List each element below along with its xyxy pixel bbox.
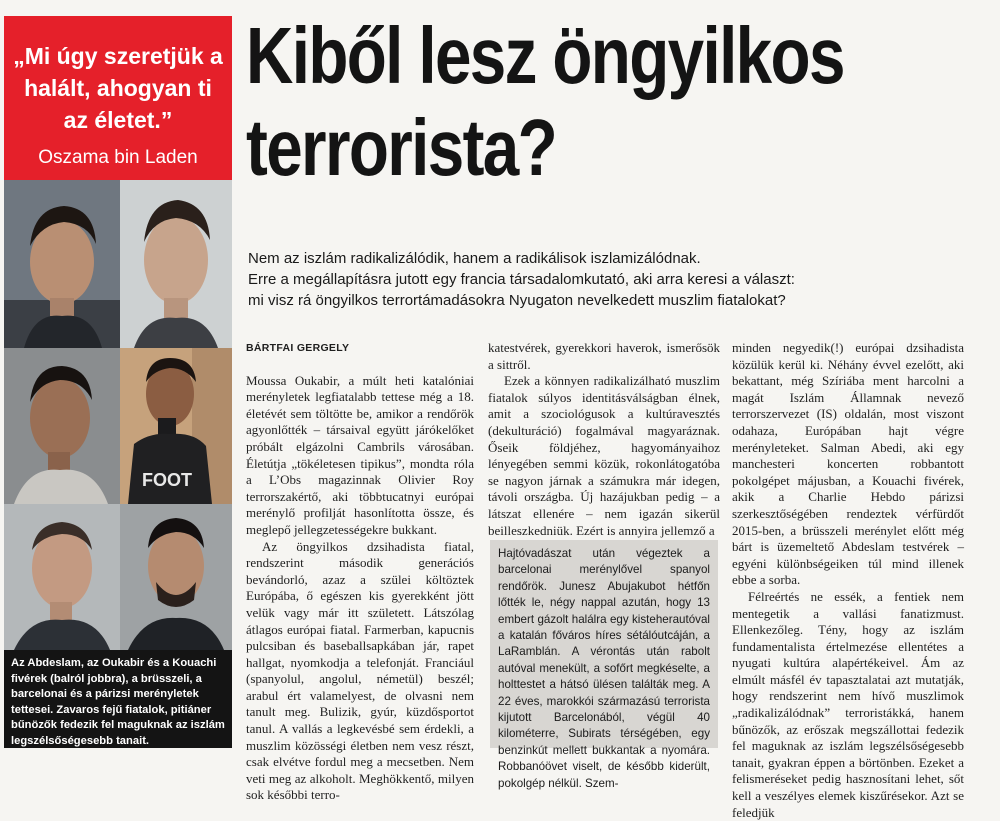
photo-grid: [4, 180, 232, 650]
article-column-1: [246, 340, 474, 803]
headline-line-2: terrorista?: [246, 103, 557, 192]
article-column-3: [732, 340, 964, 820]
article-paragraph: Ezek a könnyen radikalizálható muszlim fiatalok súlyos identitásválságban élnek, amit a szociológusok a kultúravesztés (dekulturáció) fogalmával magyaráznak. Őseik földjéhez, hagyományaihoz lényegében semmi közük, rokonlátogatóba se nagyon járnak a számukra már idegen, távoli országba. Új hazájukban pedig – a látszat ellenére – nem igazán sikerül beilleszkedniük. Ezért is annyira jellemző a: [488, 373, 720, 538]
article-paragraph: Az öngyilkos dzsihadista fiatal, rendszerint második generációs bevándorló, azaz a szülei költöztek Európába, ő egészen kis gyerekként jött velük vagy már itt született. Látszólag átlagos európai fiatal. Farmerban, kapucnis pulcsiban és baseballsapkában jár, rapet hallgat, nyomkodja a telefonját. Franciául (spanyolul, angolul, németül) beszél; arabul ért valamelyest, de olvasni nem tanult meg. Bulizik, gyúr, küzdősportot tanul. A vallás a legkevésbé sem érdekli, a muszlim közösségi életben nem vesz részt, csak elvétve fordul meg a mecsetben. Nem veti meg az alkoholt. Meghökkentő, milyen sok későbbi terro-: [246, 538, 474, 803]
article-paragraph: katestvérek, gyerekkori haverok, ismerősök a sittről.: [488, 340, 720, 372]
article-paragraph: Félreértés ne essék, a fentiek nem mentegetik a vallási fanatizmust. Ellenkezőleg. Tény, hogy az iszlám fundamentalista értelmezése ellentétes a nyugati kultúra alapértékeivel. Ám az elmúlt másfél év tapasztalatai azt mutatják, hogy rendszerint nem hívő muszlimok „radikalizálódnak” terroristákká, hanem bűnözők, az erőszak megszállottai fedezik fel maguknak az iszlám legszélsőségesebb tanait, gyakran éppen a börtönben. Ezeket a felismeréseket pedig hasznosítani lehet, sőt kell a veszélyes elemek kiszűrésekor. Azt se feledjük: [732, 588, 964, 820]
portrait-photo-2: [120, 180, 232, 348]
lead-line-2: Erre a megállapításra jutott egy francia társadalomkutató, aki arra keresi a választ:: [248, 271, 795, 288]
quote-author: Oszama bin Laden: [38, 147, 198, 168]
headline: [246, 10, 861, 194]
portrait-photo-4: [120, 348, 232, 504]
lead-line-1: Nem az iszlám radikalizálódik, hanem a radikálisok iszlamizálódnak.: [248, 250, 701, 267]
portrait-photo-5: [4, 504, 120, 650]
quote-text: „Mi úgy szeretjük a halált, ahogyan ti az életet.”: [13, 43, 223, 133]
article-paragraph: minden negyedik(!) európai dzsihadista közülük kerül ki. Néhány évvel ezelőtt, aki bekattant, még Szíriába ment harcolni a magát Iszlám Államnak nevező terrorszervezet (IS) oldalán, most viszont odahaza, Európában hajt végre merényleteket. Salman Abedi, aki egy manchesteri koncerten robbantott pokolgépet májusban, a Kouachi fivérek, akik a Charlie Hebdo párizsi szerkesztőségében rendeztek vérfürdőt 2015-ben, a brüsszeli merénylet előtt még bárt is üzemeltető Abdeslam testvérek – egyéni különbségeiken túl mind illenek ebbe a sorba.: [732, 340, 964, 588]
shirt-print-text: FOOT: [142, 470, 192, 490]
article-paragraph: Moussa Oukabir, a múlt heti katalóniai merényletek legfiatalabb tettese még a 18. életévét sem töltötte be, amikor a rendőrök agyonlőtték – társaival együtt járókelőket próbált elgázolni Cambrils városában. Életútja „tökéletesen tipikus”, mondta róla a L’Obs magazinnak Olivier Roy terrorszakértő, aki többtucatnyi európai merénylő profilját hasonlította össze, és meglepő jellegzetességekre bukkant.: [246, 372, 474, 537]
article-column-2: [488, 340, 720, 538]
news-sidebar-box: Hajtóvadászat után végeztek a barcelonai merénylővel spanyol rendőrök. Junesz Abujakubot hétfőn lőtték le, négy nappal azután, hogy 13 embert gázolt halálra egy kisteherautóval a katalán főváros híres sétálóutcáján, a LaRamblán. A vérontás után rabolt autóval menekült, a sofőrt megkéselte, a holttestet a hátsó ülésen találták meg. A 22 éves, marokkói származású terrorista kijutott Barcelonából, végül 40 kilométerre, Subirats térségében, egy benzinkút mellett bukkantak a nyomára. Robbanóövet viselt, de később kiderült, pokolgép nélkül. Szem-: [490, 540, 718, 748]
lead-line-3: mi visz rá öngyilkos terrortámadásokra Nyugaton nevelkedett muszlim fiatalokat?: [248, 292, 786, 309]
portrait-photo-3: [4, 348, 120, 504]
quote-box: [4, 16, 232, 180]
portrait-photo-6: [120, 504, 232, 650]
byline: BÁRTFAI GERGELY: [246, 342, 350, 354]
photo-caption: Az Abdeslam, az Oukabir és a Kouachi fivérek (balról jobbra), a brüsszeli, a barcelonai és a párizsi merényletek tettesei. Zavaros fejű fiatalok, pitiáner bűnözők fedezik fel maguknak az iszlám legszélsőségesebb tanait.: [4, 650, 232, 748]
headline-line-1: Kiből lesz öngyilkos: [246, 11, 844, 100]
portrait-photo-1: [4, 180, 120, 348]
lead-paragraph: [248, 248, 988, 311]
